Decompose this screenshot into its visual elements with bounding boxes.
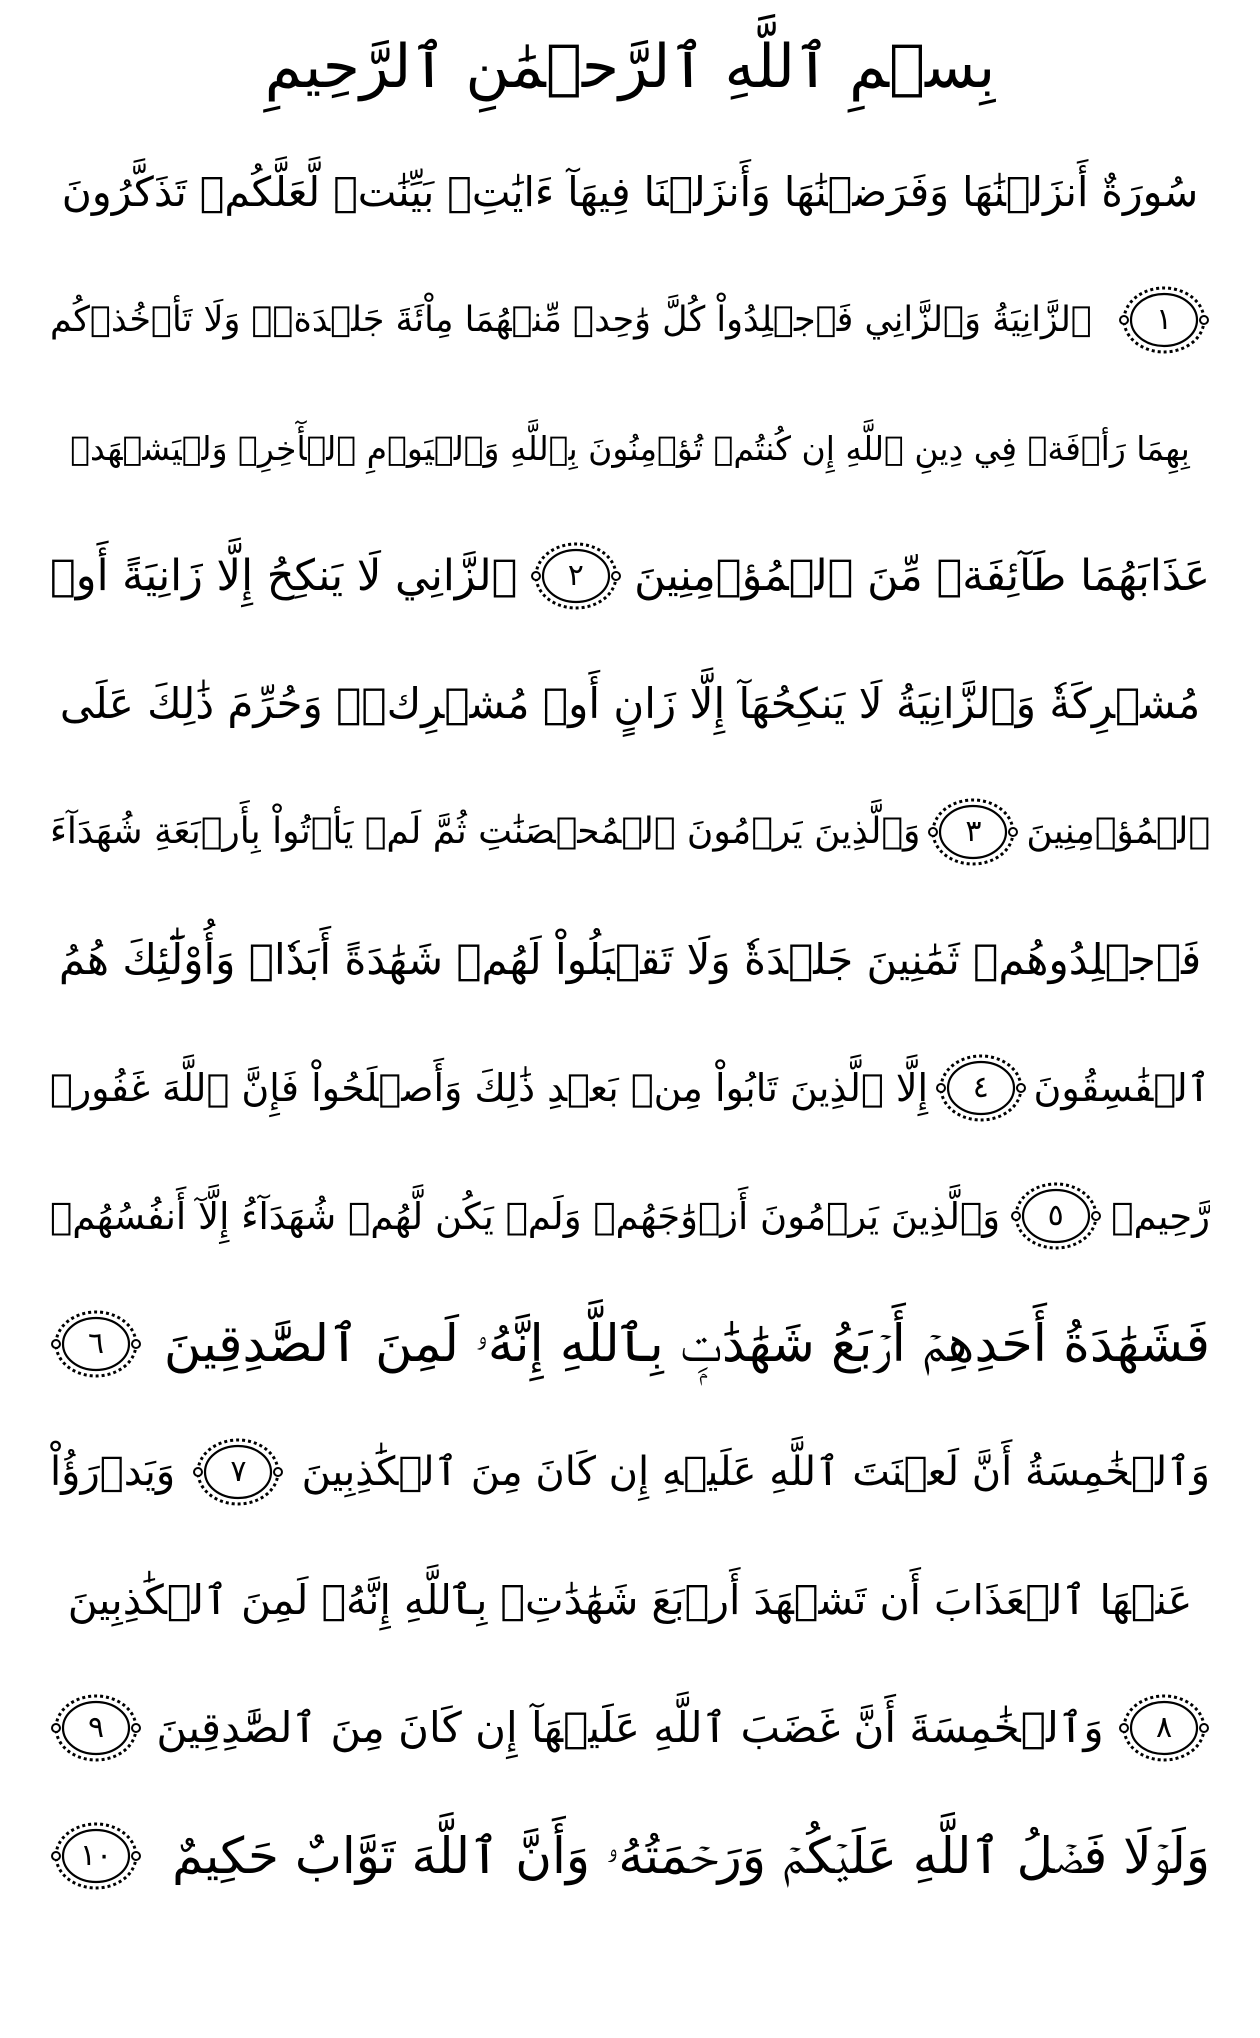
- ayah-number-marker: [192, 1435, 284, 1509]
- verse-text: وَٱلَّذِينَ يَرۡمُونَ ٱلۡمُحۡصَنَٰتِ ثُمَّ لَمۡ يَأۡتُواْ بِأَرۡبَعَةِ شُهَدَآءَ: [50, 811, 921, 852]
- ayah-number: ٥: [1047, 1198, 1064, 1233]
- verse-line: [50, 1664, 1210, 1792]
- verse-line: [50, 256, 1210, 384]
- verse-line: [50, 1280, 1210, 1408]
- ayah-number-marker: [50, 1307, 142, 1381]
- ayah-number-marker: [1118, 283, 1210, 357]
- verse-line: [50, 1536, 1210, 1664]
- verse-line: [50, 1024, 1210, 1152]
- verse-text: وَيَدۡرَؤُاْ: [50, 1449, 176, 1495]
- verse-line: [50, 384, 1210, 512]
- verse-text: ٱلزَّانِيَةُ وَٱلزَّانِي فَٱجۡلِدُواْ كُلَّ وَٰحِدٖ مِّنۡهُمَا مِاْئَةَ جَلۡدَةٖۖ وَلَا تَأۡخُذۡكُم: [50, 299, 1092, 340]
- ayah-number: ١: [1155, 302, 1173, 337]
- ayah-number-marker: [1118, 1691, 1210, 1765]
- verse-line: [50, 512, 1210, 640]
- ayah-number: ٣: [965, 814, 982, 849]
- verse-line: [50, 128, 1210, 256]
- verse-line: [50, 640, 1210, 768]
- ayah-number: ١٠: [79, 1838, 113, 1873]
- verse-line: [50, 768, 1210, 896]
- verse-lines: [50, 128, 1210, 1920]
- verse-text: ٱلۡفَٰسِقُونَ: [1033, 1066, 1210, 1110]
- verse-line: [50, 896, 1210, 1024]
- verse-line: [50, 1792, 1210, 1920]
- ayah-number: ٨: [1155, 1710, 1173, 1745]
- basmala: بِسۡمِ ٱللَّهِ ٱلرَّحۡمَٰنِ ٱلرَّحِيمِ: [264, 32, 996, 102]
- verse-line: [50, 1408, 1210, 1536]
- verse-text: فَٱجۡلِدُوهُمۡ ثَمَٰنِينَ جَلۡدَةٗ وَلَا تَقۡبَلُواْ لَهُمۡ شَهَٰدَةً أَبَدٗاۚ وَأُوْلَٰٓئِكَ هُمُ: [58, 935, 1202, 984]
- verse-text: وَٱلَّذِينَ يَرۡمُونَ أَزۡوَٰجَهُمۡ وَلَمۡ يَكُن لَّهُمۡ شُهَدَآءُ إِلَّآ أَنفُسُهُمۡ: [50, 1194, 1001, 1238]
- verse-text: فَشَهَٰدَةُ أَحَدِهِمۡ أَرۡبَعُ شَهَٰدَٰتِۭ بِٱللَّهِ إِنَّهُۥ لَمِنَ ٱلصَّٰدِقِينَ: [163, 1314, 1210, 1374]
- verse-text: وَلَوۡلَا فَضۡلُ ٱللَّهِ عَلَيۡكُمۡ وَرَحۡمَتُهُۥ وَأَنَّ ٱللَّهَ تَوَّابٌ حَكِيمٌ: [172, 1827, 1210, 1885]
- ayah-number-marker: [50, 1691, 142, 1765]
- verse-text: وَٱلۡخَٰمِسَةَ أَنَّ غَضَبَ ٱللَّهِ عَلَيۡهَآ إِن كَانَ مِنَ ٱلصَّٰدِقِينَ: [156, 1703, 1104, 1752]
- ayah-number: ٦: [87, 1326, 105, 1361]
- verse-text: عَنۡهَا ٱلۡعَذَابَ أَن تَشۡهَدَ أَرۡبَعَ شَهَٰدَٰتِۭ بِٱللَّهِ إِنَّهُۥ لَمِنَ ٱلۡكَٰذِبِينَ: [67, 1575, 1193, 1624]
- verse-text: وَٱلۡخَٰمِسَةُ أَنَّ لَعۡنَتَ ٱللَّهِ عَلَيۡهِ إِن كَانَ مِنَ ٱلۡكَٰذِبِينَ: [301, 1449, 1210, 1495]
- verse-text: ٱلزَّانِي لَا يَنكِحُ إِلَّا زَانِيَةً أَوۡ: [50, 550, 518, 601]
- ayah-number: ٧: [230, 1454, 247, 1489]
- ayah-number-marker: [530, 539, 622, 613]
- verse-text: عَذَابَهُمَا طَآئِفَةٞ مِّنَ ٱلۡمُؤۡمِنِينَ: [634, 550, 1210, 601]
- verse-text: مُشۡرِكَةٗ وَٱلزَّانِيَةُ لَا يَنكِحُهَآ إِلَّا زَانٍ أَوۡ مُشۡرِكٞۚ وَحُرِّمَ ذَٰلِكَ عَلَى: [59, 679, 1201, 728]
- ayah-number-marker: [935, 1051, 1027, 1125]
- ayah-number: ٢: [567, 558, 584, 593]
- verse-text: ٱلۡمُؤۡمِنِينَ: [1026, 811, 1210, 852]
- verse-line: [50, 1152, 1210, 1280]
- verse-text: بِهِمَا رَأۡفَةٞ فِي دِينِ ٱللَّهِ إِن كُنتُمۡ تُؤۡمِنُونَ بِٱللَّهِ وَٱلۡيَوۡمِ ٱلۡأٓخِرِۖ وَلۡيَشۡهَدۡ: [70, 428, 1190, 468]
- ayah-number-marker: [927, 795, 1019, 869]
- ayah-number: ٩: [87, 1710, 105, 1745]
- verse-text: سُورَةٌ أَنزَلۡنَٰهَا وَفَرَضۡنَٰهَا وَأَنزَلۡنَا فِيهَآ ءَايَٰتِۭ بَيِّنَٰتٖ لَّعَلَّكُمۡ تَذَكَّرُونَ: [61, 167, 1199, 216]
- ayah-number-marker: [50, 1819, 142, 1893]
- verse-text: رَّحِيمٞ: [1111, 1194, 1210, 1238]
- ayah-number: ٤: [972, 1070, 989, 1105]
- verse-text: إِلَّا ٱلَّذِينَ تَابُواْ مِنۢ بَعۡدِ ذَٰلِكَ وَأَصۡلَحُواْ فَإِنَّ ٱللَّهَ غَفُورٞ: [50, 1066, 929, 1110]
- ayah-number-marker: [1010, 1179, 1102, 1253]
